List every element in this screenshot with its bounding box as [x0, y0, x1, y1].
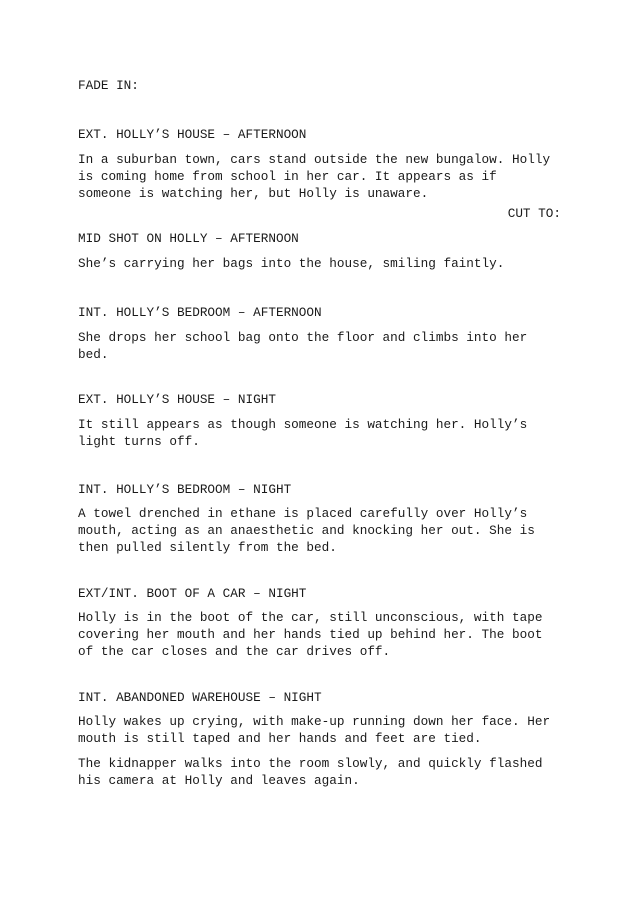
scene-5-action-line-2: mouth, acting as an anaesthetic and knocking her out. She is — [78, 523, 535, 538]
scene-heading-mid-shot: MID SHOT ON HOLLY – AFTERNOON — [78, 231, 299, 246]
cut-to-transition: CUT TO: — [507, 206, 561, 221]
scene-7-action-line-3: The kidnapper walks into the room slowly, and quickly flashed — [78, 756, 543, 771]
scene-4-action-line-1: It still appears as though someone is watching her. Holly’s — [78, 417, 528, 432]
scene-5-action-line-3: then pulled silently from the bed. — [78, 540, 337, 555]
scene-1-action-line-3: someone is watching her, but Holly is unaware. — [78, 186, 429, 201]
scene-7-action-line-2: mouth is still taped and her hands and feet are tied. — [78, 731, 482, 746]
scene-6-action-line-1: Holly is in the boot of the car, still unconscious, with tape — [78, 610, 543, 625]
scene-1-action-line-2: is coming home from school in her car. It appears as if — [78, 169, 497, 184]
fade-in-transition: FADE IN: — [78, 78, 139, 93]
scene-2-action-line-1: She’s carrying her bags into the house, smiling faintly. — [78, 256, 505, 271]
scene-7-action-line-4: his camera at Holly and leaves again. — [78, 773, 360, 788]
scene-heading-bedroom-night: INT. HOLLY’S BEDROOM – NIGHT — [78, 482, 292, 497]
scene-1-action-line-1: In a suburban town, cars stand outside the new bungalow. Holly — [78, 152, 551, 167]
scene-5-action-line-1: A towel drenched in ethane is placed carefully over Holly’s — [78, 506, 528, 521]
scene-6-action-line-3: of the car closes and the car drives off. — [78, 644, 391, 659]
scene-7-action-line-1: Holly wakes up crying, with make-up running down her face. Her — [78, 714, 551, 729]
scene-3-action-line-2: bed. — [78, 347, 109, 362]
scene-6-action-line-2: covering her mouth and her hands tied up behind her. The boot — [78, 627, 543, 642]
scene-heading-car-boot: EXT/INT. BOOT OF A CAR – NIGHT — [78, 586, 307, 601]
scene-heading-holly-house-afternoon: EXT. HOLLY’S HOUSE – AFTERNOON — [78, 127, 307, 142]
scene-3-action-line-1: She drops her school bag onto the floor and climbs into her — [78, 330, 528, 345]
scene-4-action-line-2: light turns off. — [78, 434, 200, 449]
scene-heading-warehouse: INT. ABANDONED WAREHOUSE – NIGHT — [78, 690, 322, 705]
scene-heading-bedroom-afternoon: INT. HOLLY’S BEDROOM – AFTERNOON — [78, 305, 322, 320]
scene-heading-holly-house-night: EXT. HOLLY’S HOUSE – NIGHT — [78, 392, 276, 407]
